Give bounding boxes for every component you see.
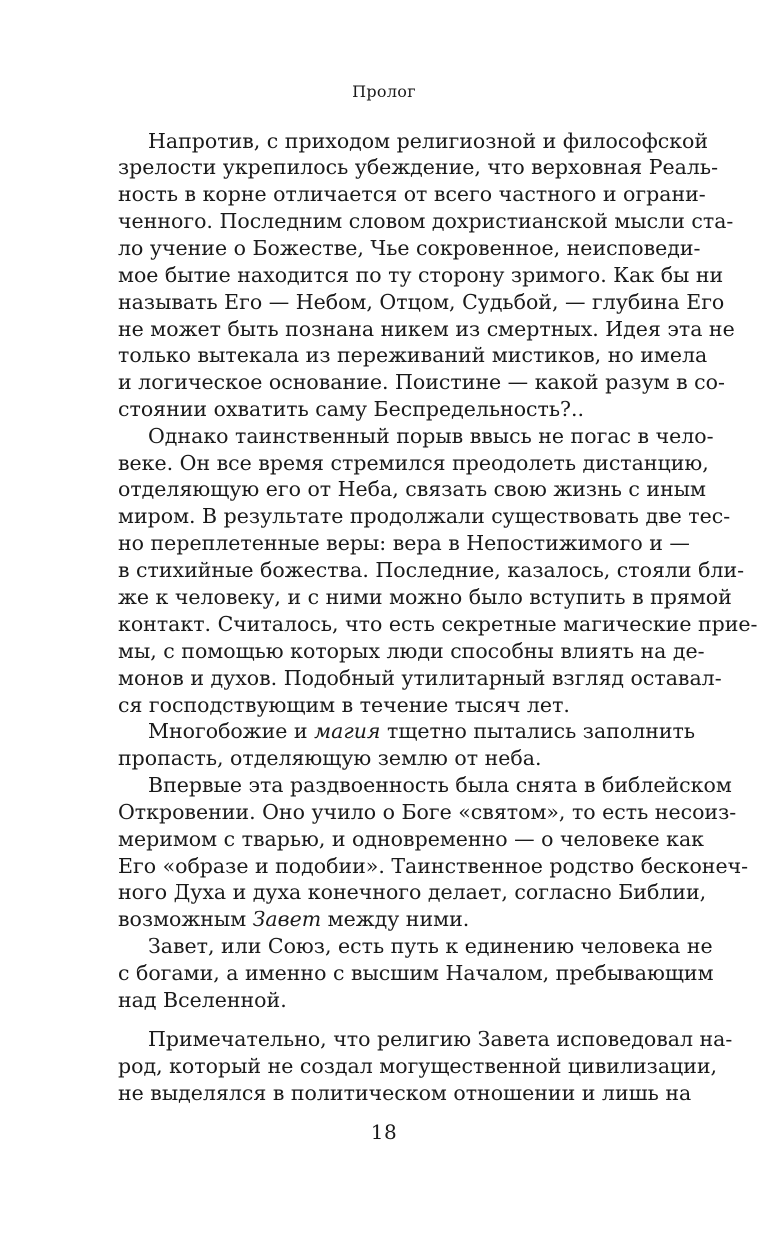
text-line: отделяющую его от Неба, связать свою жизнь с иным: [118, 477, 706, 501]
text-line: [148, 718, 696, 744]
text-line: Откровении. Оно учило о Боге «святом», то есть несоиз-: [118, 800, 737, 824]
text-line: с богами, а именно с высшим Началом, пребывающим: [118, 961, 714, 985]
italic-term: магия: [314, 719, 381, 743]
text-line: называть Его — Небом, Отцом, Судьбой, — глубина Его: [118, 290, 725, 314]
text-line: ло учение о Божестве, Чье сокровенное, неисповеди-: [118, 236, 701, 260]
text-line: миром. В результате продолжали существовать две тес-: [118, 504, 731, 528]
text-line: только вытекала из переживаний мистиков, но имела: [118, 343, 708, 367]
text-line: мы, с помощью которых люди способны влиять на де-: [118, 639, 705, 663]
text-line: Напротив, с приходом религиозной и философской: [148, 129, 709, 153]
text-line: ся господствующим в течение тысяч лет.: [118, 693, 570, 717]
running-head: Пролог: [352, 82, 416, 101]
text-line: Однако таинственный порыв ввысь не погас в чело-: [148, 424, 714, 448]
text-line: и логическое основание. Поистине — какой разум в со-: [118, 370, 725, 394]
text-run: возможным: [118, 907, 253, 931]
text-line: Примечательно, что религию Завета исповедовал на-: [148, 1027, 733, 1051]
text-line: Завет, или Союз, есть путь к единению человека не: [148, 934, 713, 958]
text-line: пропасть, отделяющую землю от неба.: [118, 746, 542, 770]
text-run: между ними.: [321, 907, 470, 931]
text-line: монов и духов. Подобный утилитарный взгляд оставал-: [118, 666, 722, 690]
page-number: 18: [370, 1120, 398, 1144]
text-line: Его «образе и подобии». Таинственное родство бесконеч-: [118, 854, 749, 878]
text-line: ного Духа и духа конечного делает, согласно Библии,: [118, 880, 707, 904]
text-run: тщетно пытались заполнить: [380, 719, 696, 743]
text-line: стоянии охватить саму Беспредельность?..: [118, 397, 585, 421]
text-line: ченного. Последним словом дохристианской мысли ста-: [118, 209, 734, 233]
text-line: не выделялся в политическом отношении и лишь на: [118, 1081, 692, 1105]
text-line: но переплетенные веры: вера в Непостижимого и —: [118, 531, 690, 555]
text-line: контакт. Считалось, что есть секретные магические прие-: [118, 612, 758, 636]
text-line: мое бытие находится по ту сторону зримого. Как бы ни: [118, 263, 724, 287]
text-line: Впервые эта раздвоенность была снята в библейском: [148, 773, 732, 797]
italic-term: Завет: [252, 907, 322, 931]
text-line: веке. Он все время стремился преодолеть дистанцию,: [118, 451, 709, 475]
text-line: [118, 906, 686, 932]
text-line: в стихийные божества. Последние, казалось, стояли бли-: [118, 558, 745, 582]
text-line: зрелости укрепилось убеждение, что верховная Реаль-: [118, 155, 719, 179]
text-line: меримом с тварью, и одновременно — о человеке как: [118, 827, 704, 851]
text-line: же к человеку, и с ними можно было вступить в прямой: [118, 585, 732, 609]
text-line: род, который не создал могущественной цивилизации,: [118, 1054, 718, 1078]
text-line: не может быть познана никем из смертных. Идея эта не: [118, 317, 735, 341]
text-line: ность в корне отличается от всего частного и ограни-: [118, 182, 706, 206]
text-line: над Вселенной.: [118, 988, 287, 1012]
text-run: Многобожие и: [148, 719, 315, 743]
